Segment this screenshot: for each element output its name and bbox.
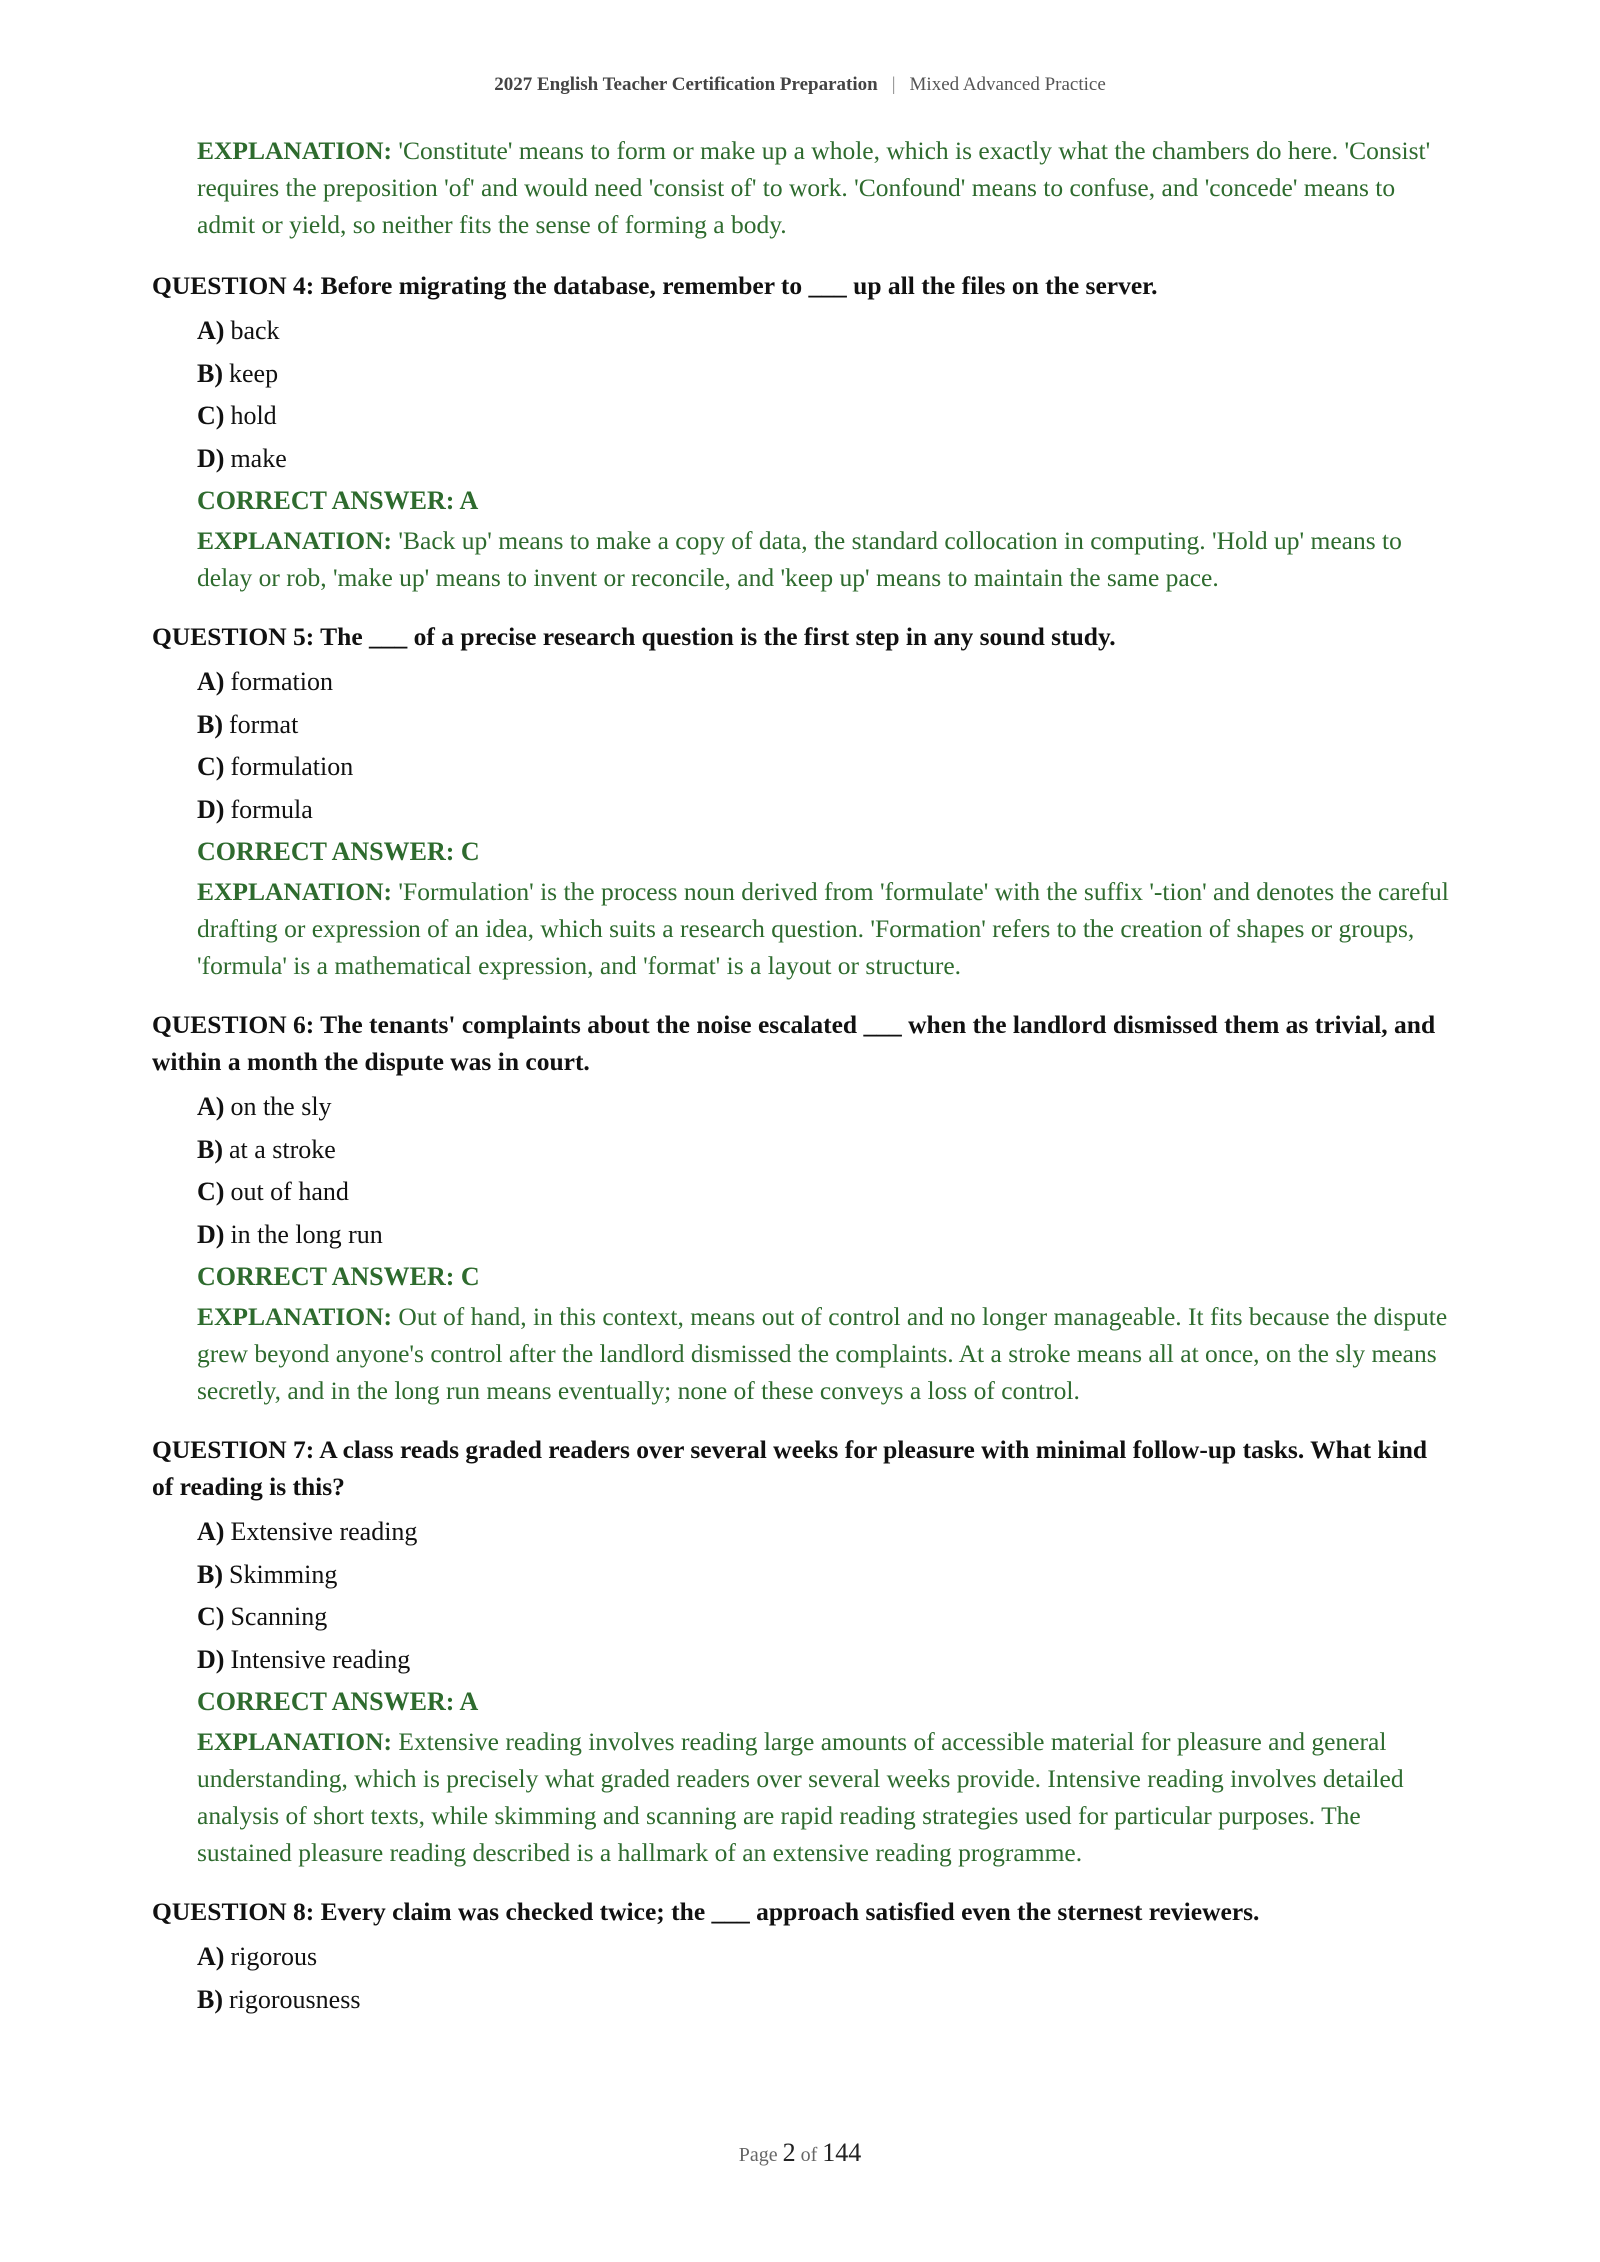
option-list	[152, 1511, 1452, 1681]
option-letter: D)	[197, 443, 225, 473]
option-letter: B)	[197, 1559, 223, 1589]
header-subtitle: Mixed Advanced Practice	[909, 74, 1106, 95]
correct-answer: CORRECT ANSWER: C	[197, 837, 480, 866]
option-d	[197, 1214, 1452, 1257]
question-heading: QUESTION 7: A class reads graded readers over several weeks for pleasure with minimal follow-up tasks. What kind of reading is this?	[152, 1435, 1428, 1501]
option-letter: B)	[197, 709, 223, 739]
option-list	[152, 661, 1452, 831]
option-text: formulation	[230, 752, 354, 781]
option-b	[197, 353, 1452, 396]
explanation-label: EXPLANATION:	[197, 526, 393, 555]
option-letter: B)	[197, 358, 223, 388]
option-b	[197, 704, 1452, 747]
option-d	[197, 1639, 1452, 1682]
option-text: formation	[230, 667, 333, 696]
option-a	[197, 310, 1452, 353]
option-list	[152, 1936, 1452, 2021]
option-letter: C)	[197, 752, 225, 781]
option-b	[197, 1554, 1452, 1597]
footer-of: of	[800, 2144, 818, 2166]
explanation-label: EXPLANATION:	[197, 1727, 393, 1756]
option-text: hold	[230, 401, 277, 430]
explanation-label: EXPLANATION:	[197, 1302, 393, 1331]
question-heading: QUESTION 4: Before migrating the database, remember to ___ up all the files on the server.	[152, 271, 1158, 300]
option-c	[197, 1171, 1452, 1214]
explanation	[197, 522, 1452, 596]
option-letter: C)	[197, 1177, 225, 1206]
header-title: 2027 English Teacher Certification Preparation	[494, 74, 878, 95]
option-a	[197, 1086, 1452, 1129]
option-text: back	[230, 316, 280, 345]
explanation-label: EXPLANATION:	[197, 136, 393, 165]
explanation	[197, 1298, 1452, 1409]
option-text: Scanning	[230, 1602, 328, 1631]
explanation-text: 'Formulation' is the process noun derived from 'formulate' with the suffix '-tion' and denotes the careful drafting or expression of an idea, which suits a research question. 'Formation' refers to the creation of shapes or groups, 'formula' is a mathematical expression, and 'format' is a layout or structure.	[197, 877, 1449, 980]
explanation-text: 'Constitute' means to form or make up a whole, which is exactly what the chambers do here. 'Consist' requires the preposition 'of' and would need 'consist of' to work. 'Confound' means to confuse, and 'concede' means to admit or yield, so neither fits the sense of forming a body.	[197, 136, 1431, 239]
explanation	[197, 873, 1452, 984]
option-c	[197, 395, 1452, 438]
question-heading: QUESTION 6: The tenants' complaints about the noise escalated ___ when the landlord dismissed them as trivial, and within a month the dispute was in court.	[152, 1010, 1436, 1076]
option-text: Skimming	[229, 1559, 338, 1589]
option-text: rigorous	[230, 1942, 318, 1971]
question-heading: QUESTION 5: The ___ of a precise research question is the first step in any sound study.	[152, 622, 1116, 651]
correct-answer: CORRECT ANSWER: A	[197, 486, 479, 515]
option-a	[197, 1936, 1452, 1979]
option-letter: D)	[197, 794, 225, 824]
option-list	[152, 1086, 1452, 1256]
option-letter: A)	[197, 316, 225, 345]
page-footer	[0, 2138, 1600, 2168]
explanation-text: 'Back up' means to make a copy of data, the standard collocation in computing. 'Hold up' means to delay or rob, 'make up' means to invent or reconcile, and 'keep up' means to maintain the same pace.	[197, 526, 1402, 592]
option-text: make	[230, 443, 287, 473]
option-text: in the long run	[230, 1219, 383, 1249]
option-letter: B)	[197, 1134, 223, 1164]
option-letter: C)	[197, 1602, 225, 1631]
option-text: out of hand	[230, 1177, 349, 1206]
option-text: Intensive reading	[230, 1644, 411, 1674]
option-b	[197, 1979, 1452, 2022]
option-text: Extensive reading	[230, 1517, 418, 1546]
option-letter: C)	[197, 401, 225, 430]
option-letter: A)	[197, 1942, 225, 1971]
explanation	[197, 1723, 1452, 1871]
page-content	[152, 132, 1452, 2043]
option-text: at a stroke	[229, 1134, 336, 1164]
option-b	[197, 1129, 1452, 1172]
option-text: rigorousness	[229, 1984, 361, 2014]
question-heading: QUESTION 8: Every claim was checked twice; the ___ approach satisfied even the sternest reviewers.	[152, 1897, 1260, 1926]
option-a	[197, 1511, 1452, 1554]
option-text: keep	[229, 358, 279, 388]
option-list	[152, 310, 1452, 480]
header-separator: |	[891, 74, 896, 95]
explanation-text: Out of hand, in this context, means out of control and no longer manageable. It fits because the dispute grew beyond anyone's control after the landlord dismissed the complaints. At a stroke means all at once, on the sly means secretly, and in the long run means eventually; none of these conveys a loss of control.	[197, 1302, 1448, 1405]
option-letter: A)	[197, 667, 225, 696]
footer-prefix: Page	[738, 2144, 778, 2166]
option-letter: B)	[197, 1984, 223, 2014]
option-letter: A)	[197, 1092, 225, 1121]
correct-answer: CORRECT ANSWER: C	[197, 1262, 480, 1291]
option-letter: D)	[197, 1219, 225, 1249]
page-number: 2	[782, 2138, 796, 2167]
correct-answer: CORRECT ANSWER: A	[197, 1687, 479, 1716]
option-text: on the sly	[230, 1092, 332, 1121]
question-5	[152, 618, 1452, 984]
question-8	[152, 1893, 1452, 2021]
option-d	[197, 789, 1452, 832]
option-c	[197, 1596, 1452, 1639]
question-6	[152, 1006, 1452, 1409]
option-d	[197, 438, 1452, 481]
running-header	[0, 74, 1600, 96]
option-letter: A)	[197, 1517, 225, 1546]
option-letter: D)	[197, 1644, 225, 1674]
option-text: format	[229, 709, 299, 739]
option-c	[197, 746, 1452, 789]
question-7	[152, 1431, 1452, 1871]
option-a	[197, 661, 1452, 704]
option-text: formula	[230, 794, 313, 824]
page-total: 144	[822, 2138, 862, 2167]
carryover-explanation	[197, 132, 1452, 243]
explanation-text: Extensive reading involves reading large amounts of accessible material for pleasure and general understanding, which is precisely what graded readers over several weeks provide. Intensive reading involves detailed analysis of short texts, while skimming and scanning are rapid reading strategies used for particular purposes. The sustained pleasure reading described is a hallmark of an extensive reading programme.	[197, 1727, 1404, 1867]
explanation-label: EXPLANATION:	[197, 877, 393, 906]
question-4	[152, 267, 1452, 596]
